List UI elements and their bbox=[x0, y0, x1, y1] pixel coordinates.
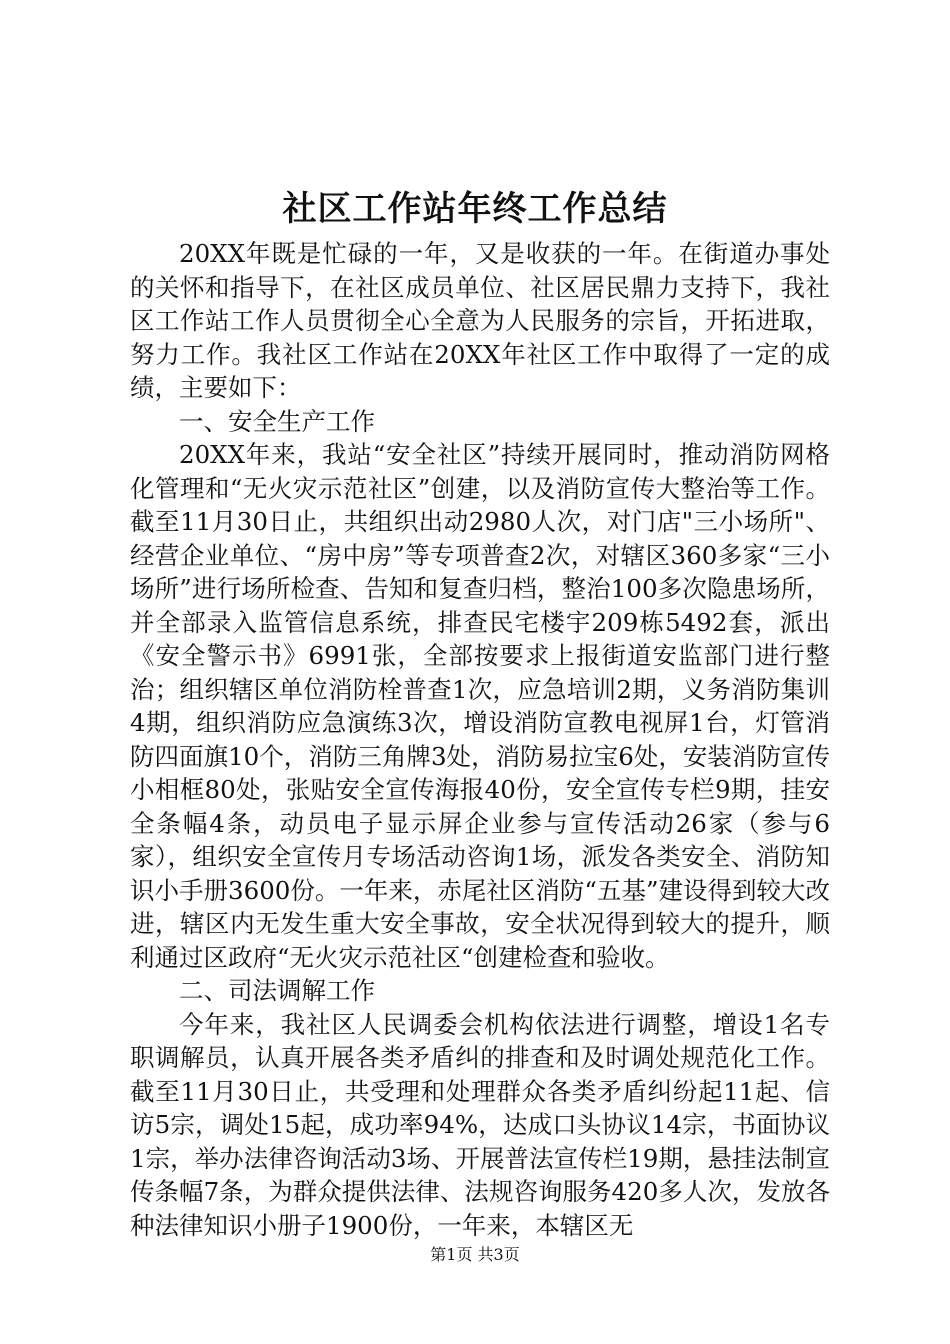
section-heading-judicial: 二、司法调解工作 bbox=[179, 976, 375, 1005]
page-footer bbox=[0, 1244, 950, 1266]
page-number: 第1页 bbox=[430, 1245, 473, 1264]
safety-paragraph: 20XX年来，我站“安全社区”持续开展同时，推动消防网格化管理和“无火灾示范社区”创建，以及消防宣传大整治等工作。截至11月30日止，共组织出动2980人次，对门店"三小场所"、经营企业单位、“房中房”等专项普查2次，对辖区360多家“三小场所”进行场所检查、告知和复查归档，整治100多次隐患场所，并全部录入监管信息系统，排查民宅楼宇209栋5492套，派出《安全警示书》6991张，全部按要求上报街道安监部门进行整治；组织辖区单位消防栓普查1次，应急培训2期，义务消防集训4期，组织消防应急演练3次，增设消防宣教电视屏1台，灯管消防四面旗10个，消防三角牌3处，消防易拉宝6处，安装消防宣传小相框80处，张贴安全宣传海报40份，安全宣传专栏9期，挂安全条幅4条，动员电子显示屏企业参与宣传活动26家（参与6家），组织安全宣传月专场活动咨询1场，派发各类安全、消防知识小手册3600份。一年来，赤尾社区消防“五基”建设得到较大改进，辖区内无发生重大安全事故，安全状况得到较大的提升，顺利通过区政府“无火灾示范社区“创建检查和验收。 bbox=[130, 440, 830, 972]
page-total: 共3页 bbox=[477, 1245, 520, 1264]
intro-paragraph: 20XX年既是忙碌的一年，又是收获的一年。在街道办事处的关怀和指导下，在社区成员单位、社区居民鼎力支持下，我社区工作站工作人员贯彻全心全意为人民服务的宗旨，开拓进取，努力工作。我社区工作站在20XX年社区工作中取得了一定的成绩，主要如下： bbox=[130, 239, 830, 402]
document-body bbox=[130, 237, 830, 1242]
document-title: 社区工作站年终工作总结 bbox=[282, 189, 668, 229]
judicial-paragraph: 今年来，我社区人民调委会机构依法进行调整，增设1名专职调解员，认真开展各类矛盾纠的排查和及时调处规范化工作。截至11月30日止，共受理和处理群众各类矛盾纠纷起11起、信访5宗，调处15起，成功率94%，达成口头协议14宗，书面协议1宗，举办法律咨询活动3场、开展普法宣传栏19期，悬挂法制宣传条幅7条，为群众提供法律、法规咨询服务420多人次，发放各种法律知识小册子1900份，一年来，本辖区无 bbox=[130, 1009, 830, 1240]
section-heading-safety: 一、安全生产工作 bbox=[179, 406, 375, 436]
